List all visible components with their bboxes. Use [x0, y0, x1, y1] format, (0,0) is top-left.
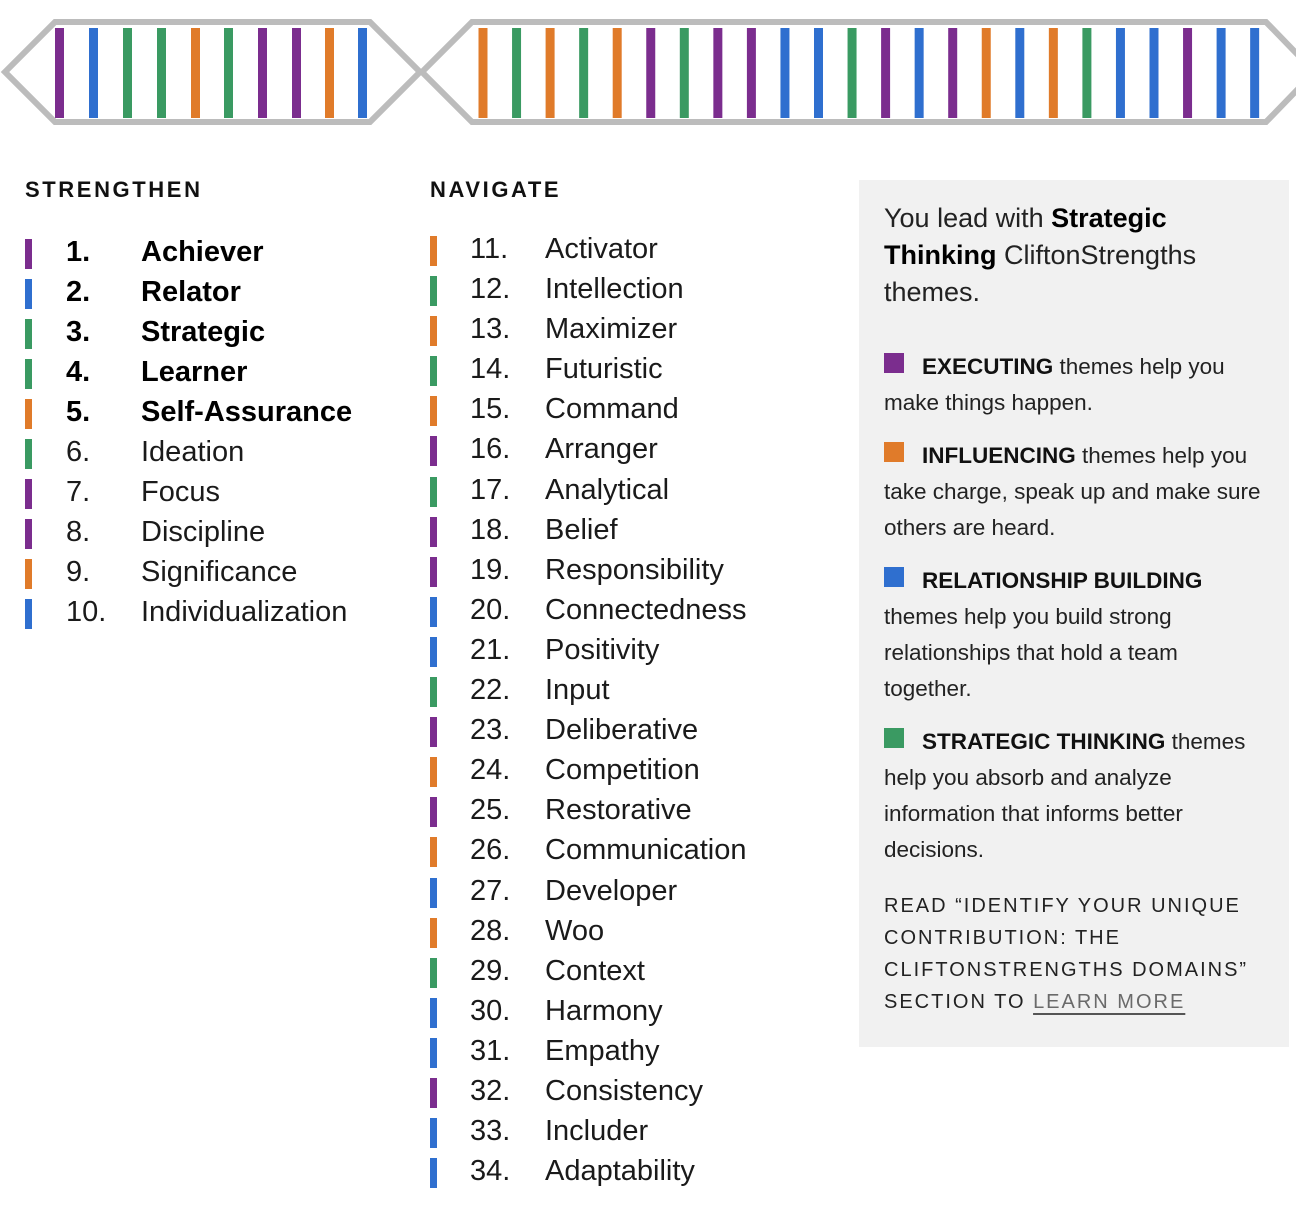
theme-rank: 28. [470, 914, 511, 947]
theme-rank: 29. [470, 954, 511, 987]
strategic-thinking-domain-marker [430, 677, 437, 707]
theme-rank: 25. [470, 794, 511, 827]
theme-sequence-bar-20 [780, 28, 789, 118]
theme-sequence-bar-5 [191, 28, 200, 118]
theme-rank: 33. [470, 1115, 511, 1148]
theme-rank: 8. [66, 516, 91, 549]
theme-sequence-bar-10 [358, 28, 367, 118]
theme-rank: 12. [470, 273, 511, 306]
theme-name: Positivity [545, 633, 660, 666]
theme-name: Achiever [141, 236, 264, 268]
theme-sequence-bar-17 [680, 28, 689, 118]
theme-rank: 31. [470, 1034, 511, 1067]
relationship-building-domain-marker [430, 1158, 437, 1188]
theme-sequence-bar-29 [1082, 28, 1091, 118]
theme-name: Woo [545, 914, 605, 947]
strategic-thinking-domain-marker [430, 477, 437, 507]
relationship-building-domain-marker [25, 599, 32, 629]
theme-sequence-bar-30 [1116, 28, 1125, 118]
theme-sequence-bar-14 [579, 28, 588, 118]
theme-name: Empathy [545, 1034, 660, 1067]
theme-name: Harmony [545, 994, 663, 1027]
influencing-description: themes help you take charge, speak up and make sure others are heard. [884, 443, 1261, 540]
read-more-text: READ “IDENTIFY YOUR UNIQUE CONTRIBUTION: THE CLIFTONSTRENGTHS DOMAINS” SECTION TO [884, 895, 1249, 1013]
theme-sequence-bars [55, 28, 1259, 118]
executing-domain-marker [430, 1078, 437, 1108]
lead-domain: Strategic Thinking [884, 203, 1167, 270]
executing-domain-marker [430, 517, 437, 547]
relationship-building-domain-marker [430, 998, 437, 1028]
executing-domain-marker [430, 557, 437, 587]
relationship-building-domain-marker [430, 1038, 437, 1068]
theme-sequence-bar-33 [1217, 28, 1226, 118]
theme-name: Includer [545, 1115, 649, 1148]
theme-rank: 6. [66, 436, 91, 468]
theme-name: Analytical [545, 473, 670, 506]
theme-name: Strategic [141, 316, 266, 348]
influencing-domain-marker [25, 559, 32, 589]
theme-sequence-bar-19 [747, 28, 756, 118]
domain-info-panel [859, 180, 1289, 1047]
influencing-domain-marker [430, 837, 437, 867]
theme-rank: 34. [470, 1155, 511, 1188]
theme-name: Context [545, 954, 645, 987]
domain-relationship-building [884, 563, 1265, 707]
theme-name: Self-Assurance [141, 396, 353, 428]
theme-sequence-bar-24 [915, 28, 924, 118]
executing-color-square [884, 353, 904, 373]
theme-rank: 15. [470, 393, 511, 426]
theme-sequence-bar-32 [1183, 28, 1192, 118]
theme-name: Intellection [545, 273, 684, 306]
theme-rank: 7. [66, 476, 91, 509]
theme-name: Command [545, 393, 679, 426]
theme-rank: 17. [470, 473, 511, 506]
theme-rank: 11. [470, 233, 509, 265]
theme-rank: 20. [470, 593, 511, 626]
strategic-thinking-domain-marker [25, 319, 32, 349]
influencing-domain-marker [430, 918, 437, 948]
theme-name: Focus [141, 476, 220, 509]
relationship-building-domain-marker [430, 637, 437, 667]
theme-rank: 21. [470, 633, 511, 666]
executing-domain-name: EXECUTING [922, 354, 1054, 379]
strategic-thinking-domain-marker [25, 359, 32, 389]
theme-rank: 32. [470, 1074, 511, 1107]
theme-sequence-bar-13 [546, 28, 555, 118]
strategic-thinking-domain-marker [430, 958, 437, 988]
theme-name: Ideation [141, 436, 245, 468]
learn-more-link[interactable]: LEARN MORE [1033, 991, 1186, 1013]
influencing-domain-marker [25, 399, 32, 429]
strategic-thinking-domain-marker [430, 276, 437, 306]
theme-rank: 2. [66, 276, 91, 308]
influencing-domain-marker [430, 236, 437, 266]
theme-name: Responsibility [545, 553, 724, 586]
theme-name: Connectedness [545, 593, 747, 626]
executing-description: themes help you make things happen. [884, 354, 1225, 415]
theme-name: Activator [545, 233, 658, 265]
theme-sequence-bar-12 [512, 28, 521, 118]
theme-rank: 22. [470, 674, 511, 707]
strategic-thinking-description: themes help you absorb and analyze information that informs better decisions. [884, 729, 1246, 862]
theme-name: Developer [545, 874, 678, 907]
theme-name: Significance [141, 556, 298, 589]
executing-domain-marker [25, 239, 32, 269]
theme-rank: 13. [470, 313, 511, 346]
theme-rank: 3. [66, 316, 91, 348]
influencing-domain-marker [430, 396, 437, 426]
theme-sequence-bar-7 [258, 28, 267, 118]
strengthen-heading: STRENGTHEN [25, 177, 203, 202]
theme-name: Learner [141, 356, 248, 388]
theme-rank: 10. [66, 596, 107, 629]
theme-sequence-bar-9 [325, 28, 334, 118]
theme-name: Futuristic [545, 353, 663, 386]
relationship-building-domain-marker [430, 1118, 437, 1148]
theme-sequence-bar-34 [1250, 28, 1259, 118]
theme-sequence-bar-3 [123, 28, 132, 118]
relationship-building-domain-marker [430, 597, 437, 627]
theme-sequence-bar-6 [224, 28, 233, 118]
relationship-building-domain-marker [430, 878, 437, 908]
theme-name: Adaptability [545, 1155, 695, 1188]
theme-sequence-bar-31 [1150, 28, 1159, 118]
theme-sequence-bar-15 [613, 28, 622, 118]
executing-domain-marker [25, 519, 32, 549]
theme-name: Consistency [545, 1074, 703, 1107]
theme-rank: 18. [470, 513, 511, 546]
theme-rank: 30. [470, 994, 511, 1027]
relationship-building-color-square [884, 567, 904, 587]
theme-name: Belief [545, 513, 618, 546]
theme-sequence-graphic [0, 0, 1296, 140]
theme-sequence-bar-26 [982, 28, 991, 118]
theme-name: Maximizer [545, 313, 678, 346]
navigate-heading: NAVIGATE [430, 177, 562, 202]
theme-sequence-bar-27 [1015, 28, 1024, 118]
theme-sequence-bar-23 [881, 28, 890, 118]
theme-name: Input [545, 674, 610, 707]
domain-influencing [884, 438, 1265, 546]
executing-domain-marker [430, 717, 437, 747]
strategic-thinking-color-square [884, 728, 904, 748]
relationship-building-description: themes help you build strong relationships that hold a team together. [884, 604, 1178, 701]
theme-sequence-bar-2 [89, 28, 98, 118]
executing-domain-marker [430, 797, 437, 827]
domain-strategic-thinking [884, 724, 1265, 868]
executing-domain-marker [25, 479, 32, 509]
theme-name: Deliberative [545, 714, 699, 747]
strategic-thinking-domain-name: STRATEGIC THINKING [922, 729, 1166, 754]
theme-rank: 1. [66, 236, 91, 268]
theme-rank: 4. [66, 356, 91, 388]
dna-frame-left [5, 22, 420, 122]
theme-sequence-bar-1 [55, 28, 64, 118]
theme-rank: 19. [470, 553, 511, 586]
theme-name: Communication [545, 834, 747, 867]
theme-sequence-bar-16 [646, 28, 655, 118]
relationship-building-domain-name: RELATIONSHIP BUILDING [922, 568, 1203, 593]
theme-rank: 5. [66, 396, 91, 428]
influencing-domain-marker [430, 757, 437, 787]
theme-sequence-bar-25 [948, 28, 957, 118]
theme-rank: 23. [470, 714, 511, 747]
theme-sequence-bar-28 [1049, 28, 1058, 118]
influencing-color-square [884, 442, 904, 462]
theme-name: Competition [545, 754, 700, 787]
theme-rank: 26. [470, 834, 511, 867]
theme-name: Individualization [141, 596, 348, 629]
influencing-domain-marker [430, 316, 437, 346]
theme-sequence-bar-11 [479, 28, 488, 118]
theme-name: Relator [141, 276, 241, 308]
relationship-building-domain-marker [25, 279, 32, 309]
lead-suffix: CliftonStrengths themes. [884, 240, 1197, 307]
theme-name: Discipline [141, 516, 266, 549]
theme-sequence-bar-18 [713, 28, 722, 118]
theme-rank: 27. [470, 874, 511, 907]
theme-rank: 24. [470, 754, 511, 787]
theme-sequence-bar-4 [157, 28, 166, 118]
lead-statement [884, 200, 1265, 311]
strategic-thinking-domain-marker [25, 439, 32, 469]
theme-rank: 16. [470, 433, 511, 466]
theme-rank: 14. [470, 353, 511, 386]
influencing-domain-name: INFLUENCING [922, 443, 1076, 468]
theme-name: Restorative [545, 794, 692, 827]
executing-domain-marker [430, 436, 437, 466]
theme-rank: 9. [66, 556, 91, 589]
theme-sequence-bar-22 [848, 28, 857, 118]
read-more-note [884, 890, 1265, 1018]
theme-name: Arranger [545, 433, 658, 466]
strategic-thinking-domain-marker [430, 356, 437, 386]
theme-sequence-bar-8 [292, 28, 301, 118]
domain-executing [884, 349, 1265, 421]
theme-sequence-bar-21 [814, 28, 823, 118]
lead-prefix: You lead with [884, 203, 1052, 233]
